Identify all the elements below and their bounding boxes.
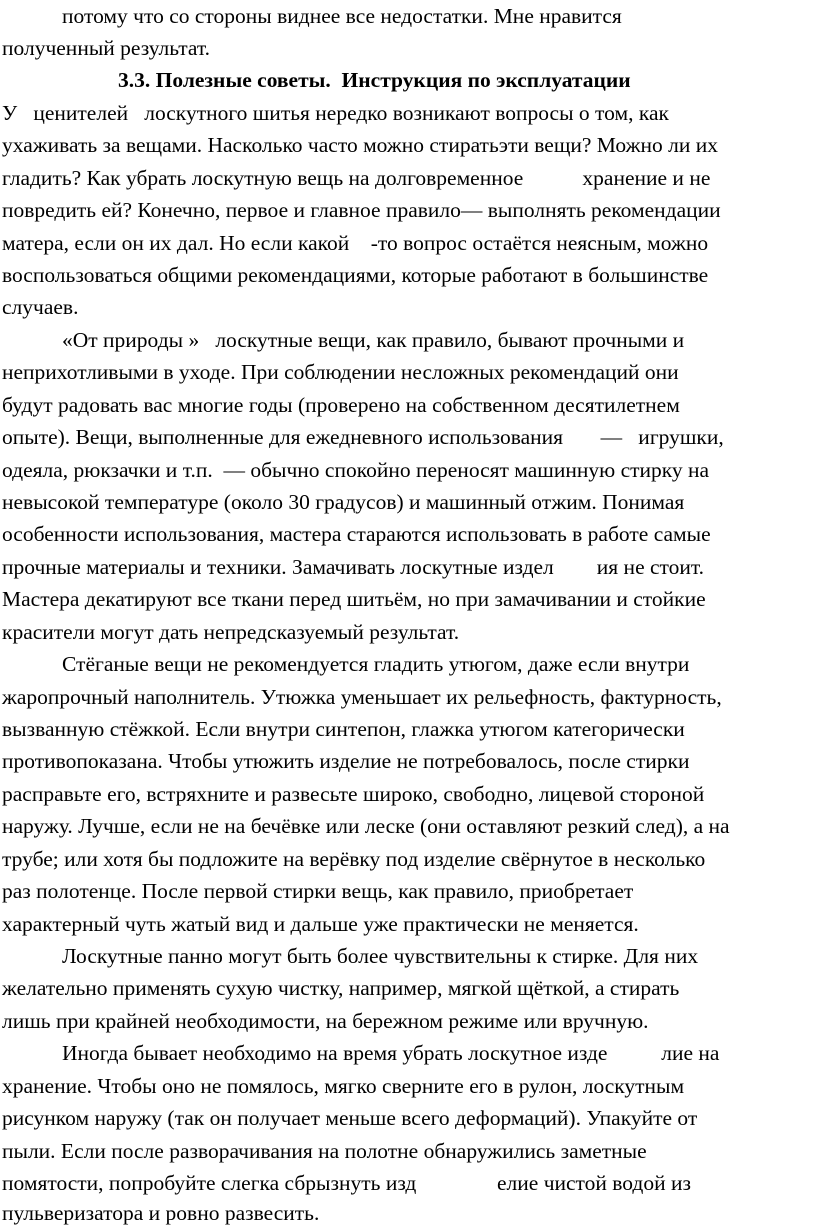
text-line: гладить? Как убрать лоскутную вещь на долговременное хранение и не (2, 166, 711, 190)
text-line: полученный результат. (2, 36, 211, 60)
text-line: Иногда бывает необходимо на время убрать лоскутное изде лие на (62, 1041, 720, 1065)
text-line: повредить ей? Конечно, первое и главное правило— выполнять рекомендации (2, 198, 721, 222)
text-line: помятости, попробуйте слегка сбрызнуть изд елие чистой водой из (2, 1171, 691, 1195)
text-line: «От природы » лоскутные вещи, как правило, бывают прочными и (62, 328, 685, 352)
text-line: случаев. (2, 295, 79, 319)
text-line: неприхотливыми в уходе. При соблюдении несложных рекомендаций они (2, 360, 679, 384)
text-line: Мастера декатируют все ткани перед шитьём, но при замачивании и стойкие (2, 587, 706, 611)
text-line: матера, если он их дал. Но если какой -то вопрос остаётся неясным, можно (2, 231, 709, 255)
text-line: характерный чуть жатый вид и дальше уже практически не меняется. (2, 912, 639, 936)
text-line: будут радовать вас многие годы (проверено на собственном десятилетнем (2, 393, 680, 417)
text-line: потому что со стороны виднее все недостатки. Мне нравится (62, 4, 622, 28)
text-line: опыте). Вещи, выполненные для ежедневного использования — игрушки, (2, 425, 724, 449)
text-line: рисунком наружу (так он получает меньше всего деформаций). Упакуйте от (2, 1106, 698, 1130)
text-line: невысокой температуре (около 30 градусов) и машинный отжим. Понимая (2, 490, 685, 514)
text-line: раз полотенце. После первой стирки вещь, как правило, приобретает (2, 879, 634, 903)
text-line: пыли. Если после разворачивания на полотне обнаружились заметные (2, 1139, 647, 1163)
text-line: прочные материалы и техники. Замачивать лоскутные издел ия не стоит. (2, 555, 705, 579)
text-line: Лоскутные панно могут быть более чувствительны к стирке. Для них (62, 944, 699, 968)
text-line: одеяла, рюкзачки и т.п. — обычно спокойно переносят машинную стирку на (2, 458, 710, 482)
section-heading: 3.3. Полезные советы. Инструкция по эксплуатации (118, 68, 631, 92)
text-line: жаропрочный наполнитель. Утюжка уменьшает их рельефность, фактурность, (2, 685, 722, 709)
text-line: наружу. Лучше, если не на бечёвке или леске (они оставляют резкий след), а на (2, 814, 730, 838)
text-line: лишь при крайней необходимости, на бережном режиме или вручную. (2, 1009, 649, 1033)
text-line: вызванную стёжкой. Если внутри синтепон, глажка утюгом категорически (2, 717, 685, 741)
text-line: хранение. Чтобы оно не помялось, мягко сверните его в рулон, лоскутным (2, 1074, 685, 1098)
text-line: особенности использования, мастера стараются использовать в работе самые (2, 522, 711, 546)
text-line: желательно применять сухую чистку, например, мягкой щёткой, а стирать (2, 976, 680, 1000)
text-line: воспользоваться общими рекомендациями, которые работают в большинстве (2, 263, 709, 287)
text-line: красители могут дать непредсказуемый результат. (2, 620, 460, 644)
text-line: трубе; или хотя бы подложите на верёвку под изделие свёрнутое в несколько (2, 847, 706, 871)
text-line: противопоказана. Чтобы утюжить изделие не потребовалось, после стирки (2, 749, 690, 773)
text-line: Стёганые вещи не рекомендуется гладить утюгом, даже если внутри (62, 652, 690, 676)
text-line: расправьте его, встряхните и развесьте широко, свободно, лицевой стороной (2, 782, 705, 806)
text-line: ухаживать за вещами. Насколько часто можно стиратьэти вещи? Можно ли их (2, 133, 718, 157)
text-line: У ценителей лоскутного шитья нередко возникают вопросы о том, как (2, 101, 669, 125)
text-line: пульверизатора и ровно развесить. (2, 1201, 320, 1225)
